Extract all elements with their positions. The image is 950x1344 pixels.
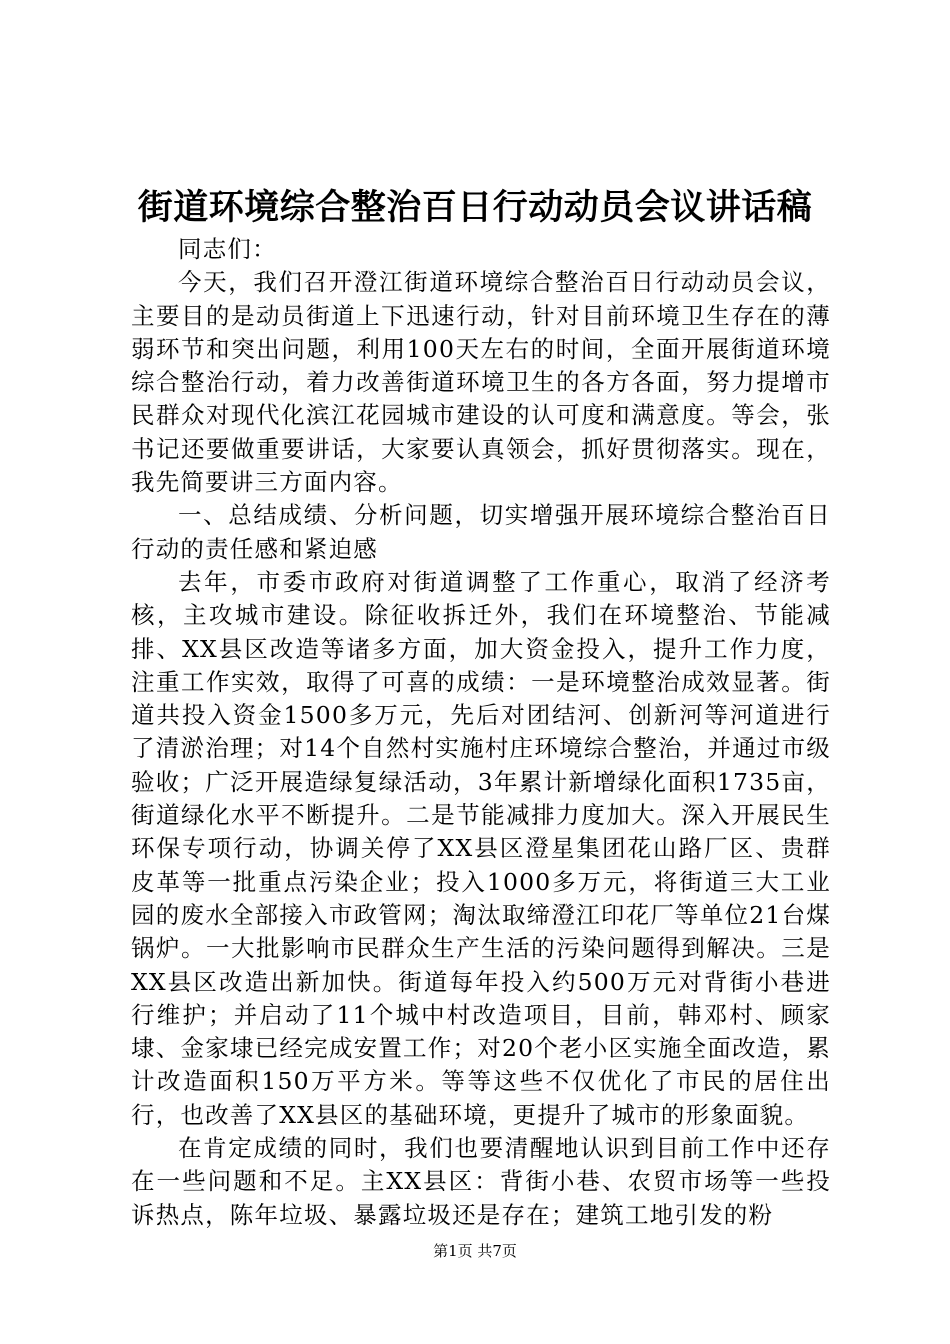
body-paragraph: 在肯定成绩的同时，我们也要清醒地认识到目前工作中还存在一些问题和不足。主XX县区：背街小巷、农贸市场等一些投诉热点，陈年垃圾、暴露垃圾还是存在；建筑工地引发的粉 xyxy=(131,1134,831,1229)
document-body xyxy=(131,233,831,1232)
document-title: 街道环境综合整治百日行动动员会议讲话稿 xyxy=(137,187,813,228)
body-paragraph: 去年，市委市政府对街道调整了工作重心，取消了经济考核，主攻城市建设。除征收拆迁外，我们在环境整治、节能减排、XX县区改造等诸多方面，加大资金投入，提升工作力度，注重工作实效，取得了可喜的成绩：一是环境整治成效显著。街道共投入资金1500多万元，先后对团结河、创新河等河道进行了清淤治理；对14个自然村实施村庄环境综合整治，并通过市级验收；广泛开展造绿复绿活动，3年累计新增绿化面积1735亩，街道绿化水平不断提升。二是节能减排力度加大。深入开展民生环保专项行动，协调关停了XX县区澄星集团花山路厂区、贵群皮革等一批重点污染企业；投入1000多万元，将街道三大工业园的废水全部接入市政管网；淘汰取缔澄江印花厂等单位21台煤锅炉。一大批影响市民群众生产生活的污染问题得到解决。三是XX县区改造出新加快。街道每年投入约500万元对背街小巷进行维护；并启动了11个城中村改造项目，目前，韩邓村、顾家埭、金家埭已经完成安置工作；对20个老小区实施全面改造，累计改造面积150万平方米。等等这些不仅优化了市民的居住出行，也改善了XX县区的基础环境，更提升了城市的形象面貌。 xyxy=(131,567,831,1129)
section-heading-paragraph: 一、总结成绩、分析问题，切实增强开展环境综合整治百日行动的责任感和紧迫感 xyxy=(131,501,831,563)
body-paragraph: 今天，我们召开澄江街道环境综合整治百日行动动员会议，主要目的是动员街道上下迅速行动，针对目前环境卫生存在的薄弱环节和突出问题，利用100天左右的时间，全面开展街道环境综合整治行动，着力改善街道环境卫生的各方各面，努力提增市民群众对现代化滨江花园城市建设的认可度和满意度。等会，张书记还要做重要讲话，大家要认真领会，抓好贯彻落实。现在，我先简要讲三方面内容。 xyxy=(131,268,831,497)
page-number-footer: 第1页 共7页 xyxy=(433,1242,517,1260)
salutation-paragraph: 同志们： xyxy=(178,235,277,263)
